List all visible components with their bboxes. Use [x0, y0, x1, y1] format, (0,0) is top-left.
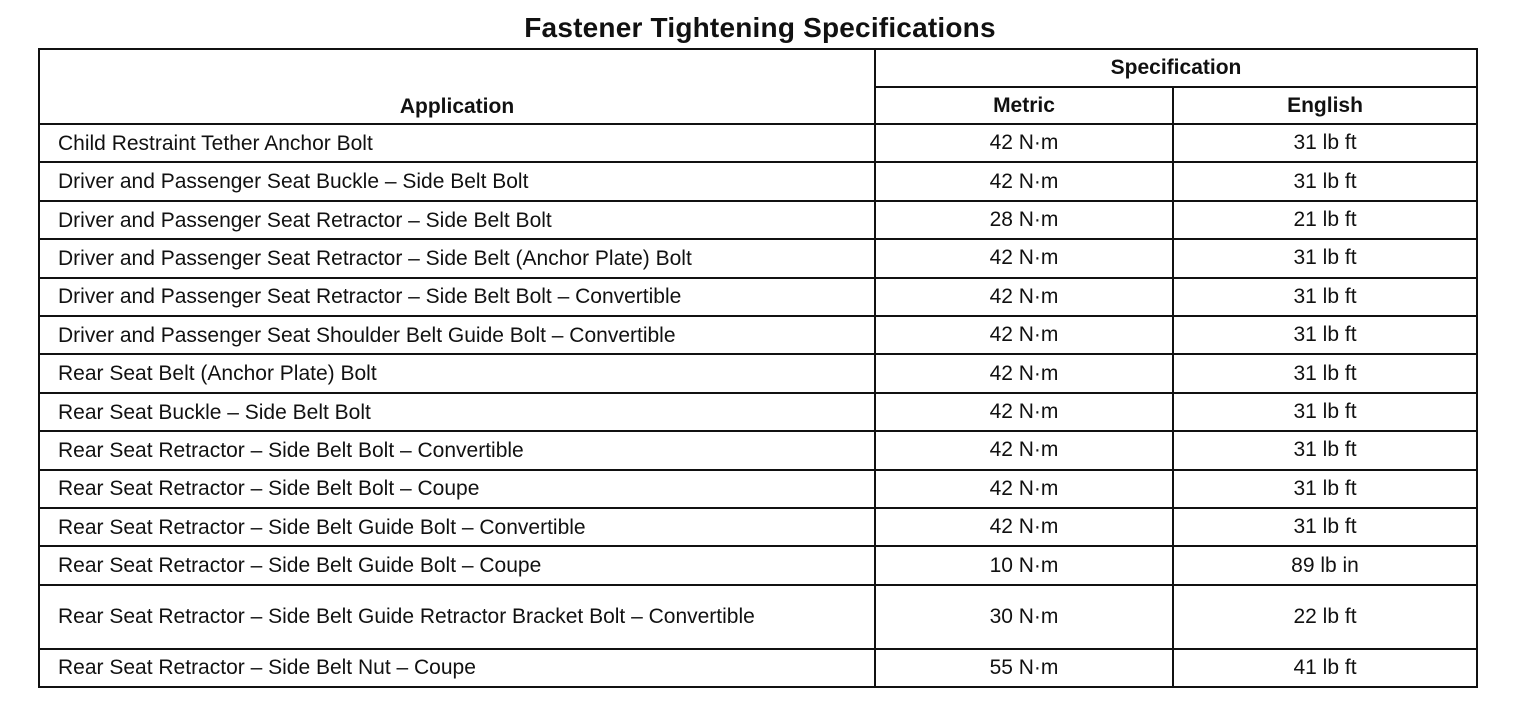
english-cell: 89 lb in: [1173, 546, 1477, 584]
application-cell: Driver and Passenger Seat Retractor – Side Belt Bolt – Convertible: [39, 278, 875, 316]
metric-cell: 42 N·m: [875, 278, 1173, 316]
metric-cell: 10 N·m: [875, 546, 1173, 584]
page-title: Fastener Tightening Specifications: [524, 12, 996, 43]
table-row: [39, 316, 1477, 354]
english-cell: 31 lb ft: [1173, 124, 1477, 162]
metric-cell: 42 N·m: [875, 470, 1173, 508]
table-row: [39, 278, 1477, 316]
column-header-metric: Metric: [875, 87, 1173, 124]
metric-cell: 42 N·m: [875, 316, 1173, 354]
application-cell: Rear Seat Retractor – Side Belt Guide Bolt – Convertible: [39, 508, 875, 546]
english-cell: 31 lb ft: [1173, 470, 1477, 508]
english-cell: 21 lb ft: [1173, 201, 1477, 239]
metric-cell: 42 N·m: [875, 124, 1173, 162]
metric-cell: 42 N·m: [875, 354, 1173, 392]
column-header-specification: Specification: [875, 49, 1477, 87]
table-row: [39, 162, 1477, 200]
table-row: [39, 470, 1477, 508]
table-row: [39, 124, 1477, 162]
metric-cell: 30 N·m: [875, 585, 1173, 649]
table-row: [39, 239, 1477, 277]
table-row: [39, 585, 1477, 649]
table-row: [39, 393, 1477, 431]
application-cell: Rear Seat Buckle – Side Belt Bolt: [39, 393, 875, 431]
application-cell: Rear Seat Retractor – Side Belt Guide Bolt – Coupe: [39, 546, 875, 584]
application-cell: Driver and Passenger Seat Shoulder Belt Guide Bolt – Convertible: [39, 316, 875, 354]
english-cell: 31 lb ft: [1173, 393, 1477, 431]
metric-cell: 42 N·m: [875, 239, 1173, 277]
metric-cell: 42 N·m: [875, 431, 1173, 469]
table-row: [39, 201, 1477, 239]
table-row: [39, 354, 1477, 392]
application-cell: Driver and Passenger Seat Buckle – Side Belt Bolt: [39, 162, 875, 200]
english-cell: 31 lb ft: [1173, 508, 1477, 546]
english-cell: 41 lb ft: [1173, 649, 1477, 687]
column-header-application: Application: [39, 49, 875, 124]
metric-cell: 42 N·m: [875, 393, 1173, 431]
table-row: [39, 649, 1477, 687]
application-cell: Rear Seat Retractor – Side Belt Bolt – Convertible: [39, 431, 875, 469]
metric-cell: 42 N·m: [875, 508, 1173, 546]
application-cell: Rear Seat Retractor – Side Belt Guide Retractor Bracket Bolt – Convertible: [39, 585, 875, 649]
column-header-english: English: [1173, 87, 1477, 124]
table-row: [39, 508, 1477, 546]
table-row: [39, 431, 1477, 469]
english-cell: 31 lb ft: [1173, 316, 1477, 354]
english-cell: 31 lb ft: [1173, 431, 1477, 469]
application-cell: Driver and Passenger Seat Retractor – Side Belt (Anchor Plate) Bolt: [39, 239, 875, 277]
table-row: [39, 546, 1477, 584]
application-cell: Driver and Passenger Seat Retractor – Side Belt Bolt: [39, 201, 875, 239]
metric-cell: 55 N·m: [875, 649, 1173, 687]
english-cell: 31 lb ft: [1173, 354, 1477, 392]
english-cell: 31 lb ft: [1173, 278, 1477, 316]
application-cell: Rear Seat Retractor – Side Belt Nut – Coupe: [39, 649, 875, 687]
application-cell: Child Restraint Tether Anchor Bolt: [39, 124, 875, 162]
english-cell: 31 lb ft: [1173, 162, 1477, 200]
english-cell: 22 lb ft: [1173, 585, 1477, 649]
application-cell: Rear Seat Belt (Anchor Plate) Bolt: [39, 354, 875, 392]
english-cell: 31 lb ft: [1173, 239, 1477, 277]
metric-cell: 42 N·m: [875, 162, 1173, 200]
application-cell: Rear Seat Retractor – Side Belt Bolt – Coupe: [39, 470, 875, 508]
fastener-spec-table: [38, 48, 1478, 688]
metric-cell: 28 N·m: [875, 201, 1173, 239]
